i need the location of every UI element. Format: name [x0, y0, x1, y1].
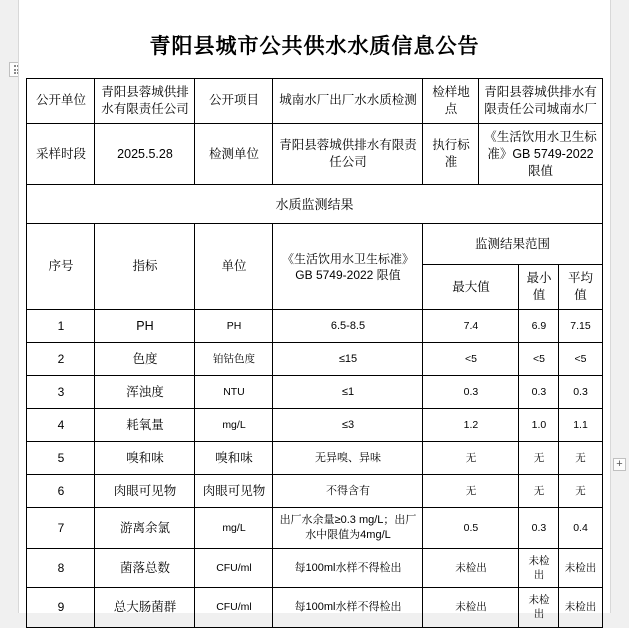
cell-index: 6 [27, 475, 95, 508]
cell-unit: CFU/ml [195, 588, 273, 627]
cell-indicator: 嗅和味 [95, 442, 195, 475]
cell-limit: ≤3 [273, 409, 423, 442]
cell-min: 无 [519, 475, 559, 508]
cell-standard-value: 《生活饮用水卫生标准》GB 5749-2022 限值 [479, 123, 602, 185]
cell-sample-location-label: 检样地点 [423, 79, 479, 124]
col-limit: 《生活饮用水卫生标准》GB 5749-2022 限值 [273, 224, 423, 310]
cell-index: 8 [27, 548, 95, 587]
cell-index: 2 [27, 343, 95, 376]
cell-max: 无 [423, 475, 519, 508]
col-unit: 单位 [195, 224, 273, 310]
table-row [27, 79, 602, 124]
document-page [18, 0, 611, 621]
cell-avg: 7.15 [559, 310, 602, 343]
cell-open-project-value: 城南水厂出厂水水质检测 [273, 79, 423, 124]
table-row [27, 409, 602, 442]
col-indicator: 指标 [95, 224, 195, 310]
cell-min: 1.0 [519, 409, 559, 442]
cell-avg: <5 [559, 343, 602, 376]
col-index: 序号 [27, 224, 95, 310]
cell-indicator: 总大肠菌群 [95, 588, 195, 627]
table-row [27, 442, 602, 475]
cell-max: 0.5 [423, 508, 519, 549]
cell-index: 9 [27, 588, 95, 627]
cell-limit: 每100ml水样不得检出 [273, 588, 423, 627]
cell-indicator: 耗氧量 [95, 409, 195, 442]
cell-min: 未检出 [519, 548, 559, 587]
cell-limit: 每100ml水样不得检出 [273, 548, 423, 587]
cell-max: <5 [423, 343, 519, 376]
table-row [27, 508, 602, 549]
cell-unit: 嗅和味 [195, 442, 273, 475]
cell-limit: 出厂水余量≥0.3 mg/L；出厂水中限值为4mg/L [273, 508, 423, 549]
cell-limit: 无异嗅、异味 [273, 442, 423, 475]
cell-avg: 无 [559, 475, 602, 508]
col-min: 最小值 [519, 265, 559, 310]
cell-sample-period-value: 2025.5.28 [95, 123, 195, 185]
cell-indicator: PH [95, 310, 195, 343]
table-row [27, 548, 602, 587]
cell-max: 未检出 [423, 588, 519, 627]
cell-min: <5 [519, 343, 559, 376]
cell-avg: 无 [559, 442, 602, 475]
table-row [27, 343, 602, 376]
cell-unit: PH [195, 310, 273, 343]
cell-unit: 铂钴色度 [195, 343, 273, 376]
section-title: 水质监测结果 [27, 185, 602, 224]
table-row [27, 310, 602, 343]
cell-unit: mg/L [195, 508, 273, 549]
water-quality-table [26, 78, 602, 628]
cell-avg: 未检出 [559, 548, 602, 587]
cell-min: 0.3 [519, 508, 559, 549]
cell-unit: NTU [195, 376, 273, 409]
cell-index: 7 [27, 508, 95, 549]
cell-max: 未检出 [423, 548, 519, 587]
cell-indicator: 色度 [95, 343, 195, 376]
cell-max: 无 [423, 442, 519, 475]
page-title: 青阳县城市公共供水水质信息公告 [149, 35, 480, 58]
cell-index: 4 [27, 409, 95, 442]
cell-indicator: 游离余氯 [95, 508, 195, 549]
col-result-group: 监测结果范围 [423, 224, 602, 265]
table-header-row [27, 224, 602, 265]
zoom-in-button[interactable]: + [613, 458, 626, 471]
table-row [27, 588, 602, 627]
cell-limit: ≤1 [273, 376, 423, 409]
col-max: 最大值 [423, 265, 519, 310]
cell-unit: 肉眼可见物 [195, 475, 273, 508]
cell-index: 5 [27, 442, 95, 475]
table-row [27, 475, 602, 508]
col-avg: 平均值 [559, 265, 602, 310]
cell-avg: 0.4 [559, 508, 602, 549]
cell-avg: 0.3 [559, 376, 602, 409]
cell-limit: ≤15 [273, 343, 423, 376]
cell-open-project-label: 公开项目 [195, 79, 273, 124]
cell-limit: 6.5-8.5 [273, 310, 423, 343]
cell-index: 1 [27, 310, 95, 343]
cell-sample-period-label: 采样时段 [27, 123, 95, 185]
table-row [27, 123, 602, 185]
cell-min: 无 [519, 442, 559, 475]
cell-indicator: 浑浊度 [95, 376, 195, 409]
cell-min: 6.9 [519, 310, 559, 343]
cell-unit: mg/L [195, 409, 273, 442]
cell-avg: 未检出 [559, 588, 602, 627]
cell-open-unit-label: 公开单位 [27, 79, 95, 124]
left-gutter [0, 0, 18, 613]
table-row [27, 376, 602, 409]
cell-unit: CFU/ml [195, 548, 273, 587]
cell-open-unit-value: 青阳县蓉城供排水有限责任公司 [95, 79, 195, 124]
cell-indicator: 肉眼可见物 [95, 475, 195, 508]
cell-sample-location-value: 青阳县蓉城供排水有限责任公司城南水厂 [479, 79, 602, 124]
cell-standard-label: 执行标准 [423, 123, 479, 185]
cell-avg: 1.1 [559, 409, 602, 442]
cell-test-unit-value: 青阳县蓉城供排水有限责任公司 [273, 123, 423, 185]
cell-limit: 不得含有 [273, 475, 423, 508]
cell-index: 3 [27, 376, 95, 409]
right-gutter [611, 0, 629, 613]
table-row [27, 185, 602, 224]
cell-max: 0.3 [423, 376, 519, 409]
cell-indicator: 菌落总数 [95, 548, 195, 587]
cell-max: 7.4 [423, 310, 519, 343]
cell-max: 1.2 [423, 409, 519, 442]
cell-min: 未检出 [519, 588, 559, 627]
cell-test-unit-label: 检测单位 [195, 123, 273, 185]
cell-min: 0.3 [519, 376, 559, 409]
